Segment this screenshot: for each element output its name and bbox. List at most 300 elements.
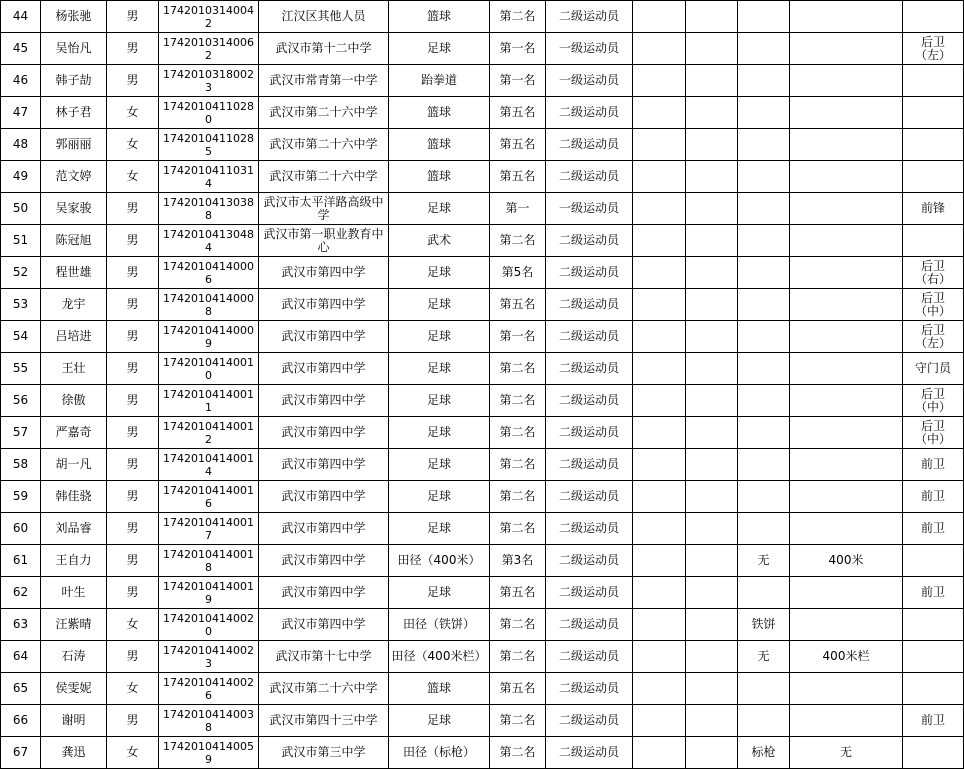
position-note-cell: 后卫 （右）	[903, 257, 964, 289]
blank-col-a-cell	[633, 97, 686, 129]
event-detail-a-cell	[738, 353, 790, 385]
table-row	[1, 129, 964, 161]
row-number-cell: 67	[1, 737, 41, 769]
placement-cell: 第二名	[490, 481, 546, 513]
row-number-cell: 64	[1, 641, 41, 673]
gender-cell: 男	[107, 449, 159, 481]
school-cell: 武汉市第四中学	[259, 545, 389, 577]
table-row	[1, 673, 964, 705]
athlete-grade-cell: 二级运动员	[546, 353, 633, 385]
event-detail-a-cell	[738, 577, 790, 609]
row-number-cell: 62	[1, 577, 41, 609]
position-note-cell: 前卫	[903, 449, 964, 481]
event-detail-a-cell	[738, 1, 790, 33]
event-detail-a-cell	[738, 161, 790, 193]
placement-cell: 第五名	[490, 289, 546, 321]
event-detail-b-cell	[790, 97, 903, 129]
table-row	[1, 1, 964, 33]
event-detail-b-cell	[790, 609, 903, 641]
athlete-grade-cell: 二级运动员	[546, 161, 633, 193]
exam-id-cell: 17420104110280	[159, 97, 259, 129]
gender-cell: 男	[107, 577, 159, 609]
event-detail-a-cell	[738, 321, 790, 353]
sport-event-cell: 篮球	[389, 97, 490, 129]
athlete-grade-cell: 二级运动员	[546, 545, 633, 577]
event-detail-a-cell: 铁饼	[738, 609, 790, 641]
blank-col-a-cell	[633, 609, 686, 641]
sport-event-cell: 田径（标枪）	[389, 737, 490, 769]
event-detail-a-cell	[738, 97, 790, 129]
athlete-name-cell: 林子君	[41, 97, 107, 129]
athlete-name-cell: 陈冠旭	[41, 225, 107, 257]
blank-col-a-cell	[633, 161, 686, 193]
exam-id-cell: 17420104140019	[159, 577, 259, 609]
row-number-cell: 58	[1, 449, 41, 481]
athlete-grade-cell: 二级运动员	[546, 673, 633, 705]
position-note-cell	[903, 737, 964, 769]
gender-cell: 男	[107, 33, 159, 65]
school-cell: 武汉市太平洋路高级中学	[259, 193, 389, 225]
gender-cell: 男	[107, 1, 159, 33]
event-detail-b-cell	[790, 321, 903, 353]
blank-col-a-cell	[633, 673, 686, 705]
athlete-grade-cell: 二级运动员	[546, 289, 633, 321]
blank-col-b-cell	[686, 737, 738, 769]
roster-body	[1, 1, 964, 769]
table-row	[1, 449, 964, 481]
table-row	[1, 161, 964, 193]
athlete-name-cell: 龙宇	[41, 289, 107, 321]
event-detail-b-cell	[790, 257, 903, 289]
row-number-cell: 55	[1, 353, 41, 385]
event-detail-b-cell	[790, 481, 903, 513]
event-detail-b-cell	[790, 161, 903, 193]
athlete-name-cell: 徐傲	[41, 385, 107, 417]
athlete-grade-cell: 二级运动员	[546, 449, 633, 481]
sport-event-cell: 武术	[389, 225, 490, 257]
event-detail-b-cell	[790, 705, 903, 737]
position-note-cell: 前卫	[903, 513, 964, 545]
blank-col-b-cell	[686, 161, 738, 193]
placement-cell: 第二名	[490, 641, 546, 673]
school-cell: 武汉市第四中学	[259, 321, 389, 353]
blank-col-a-cell	[633, 705, 686, 737]
exam-id-cell: 17420104140008	[159, 289, 259, 321]
position-note-cell	[903, 161, 964, 193]
event-detail-a-cell	[738, 129, 790, 161]
position-note-cell	[903, 97, 964, 129]
gender-cell: 男	[107, 545, 159, 577]
blank-col-b-cell	[686, 449, 738, 481]
table-row	[1, 577, 964, 609]
row-number-cell: 47	[1, 97, 41, 129]
sport-event-cell: 足球	[389, 705, 490, 737]
exam-id-cell: 17420104140010	[159, 353, 259, 385]
school-cell: 武汉市第二十六中学	[259, 673, 389, 705]
athlete-grade-cell: 二级运动员	[546, 225, 633, 257]
sport-event-cell: 足球	[389, 321, 490, 353]
placement-cell: 第3名	[490, 545, 546, 577]
event-detail-a-cell	[738, 289, 790, 321]
exam-id-cell: 17420104140011	[159, 385, 259, 417]
row-number-cell: 54	[1, 321, 41, 353]
athlete-name-cell: 杨张驰	[41, 1, 107, 33]
blank-col-b-cell	[686, 1, 738, 33]
gender-cell: 女	[107, 609, 159, 641]
event-detail-b-cell: 400米栏	[790, 641, 903, 673]
row-number-cell: 59	[1, 481, 41, 513]
athlete-name-cell: 刘品睿	[41, 513, 107, 545]
athlete-grade-cell: 一级运动员	[546, 65, 633, 97]
row-number-cell: 49	[1, 161, 41, 193]
event-detail-a-cell	[738, 705, 790, 737]
blank-col-a-cell	[633, 481, 686, 513]
blank-col-a-cell	[633, 225, 686, 257]
placement-cell: 第二名	[490, 353, 546, 385]
athlete-grade-cell: 二级运动员	[546, 417, 633, 449]
exam-id-cell: 17420104140006	[159, 257, 259, 289]
position-note-cell: 前卫	[903, 705, 964, 737]
sport-event-cell: 足球	[389, 289, 490, 321]
table-row	[1, 353, 964, 385]
sport-event-cell: 篮球	[389, 673, 490, 705]
table-row	[1, 257, 964, 289]
placement-cell: 第二名	[490, 385, 546, 417]
position-note-cell	[903, 225, 964, 257]
sport-event-cell: 田径（400米栏）	[389, 641, 490, 673]
placement-cell: 第一	[490, 193, 546, 225]
placement-cell: 第五名	[490, 161, 546, 193]
exam-id-cell: 17420104140014	[159, 449, 259, 481]
gender-cell: 男	[107, 257, 159, 289]
athlete-name-cell: 吕培进	[41, 321, 107, 353]
school-cell: 武汉市第四中学	[259, 289, 389, 321]
row-number-cell: 53	[1, 289, 41, 321]
position-note-cell	[903, 609, 964, 641]
exam-id-cell: 17420104110285	[159, 129, 259, 161]
athlete-grade-cell: 二级运动员	[546, 705, 633, 737]
gender-cell: 男	[107, 353, 159, 385]
placement-cell: 第二名	[490, 705, 546, 737]
blank-col-b-cell	[686, 417, 738, 449]
blank-col-b-cell	[686, 321, 738, 353]
school-cell: 江汉区其他人员	[259, 1, 389, 33]
position-note-cell: 后卫 （左）	[903, 321, 964, 353]
sport-event-cell: 篮球	[389, 161, 490, 193]
blank-col-b-cell	[686, 481, 738, 513]
table-row	[1, 289, 964, 321]
row-number-cell: 61	[1, 545, 41, 577]
table-row	[1, 513, 964, 545]
gender-cell: 男	[107, 705, 159, 737]
school-cell: 武汉市第二十六中学	[259, 161, 389, 193]
exam-id-cell: 17420104140038	[159, 705, 259, 737]
exam-id-cell: 17420104140017	[159, 513, 259, 545]
sport-event-cell: 足球	[389, 417, 490, 449]
blank-col-b-cell	[686, 353, 738, 385]
event-detail-b-cell	[790, 577, 903, 609]
exam-id-cell: 17420104140018	[159, 545, 259, 577]
school-cell: 武汉市第四中学	[259, 417, 389, 449]
athlete-name-cell: 谢明	[41, 705, 107, 737]
blank-col-b-cell	[686, 289, 738, 321]
athlete-grade-cell: 二级运动员	[546, 641, 633, 673]
blank-col-b-cell	[686, 257, 738, 289]
sport-event-cell: 足球	[389, 33, 490, 65]
exam-id-cell: 17420104140009	[159, 321, 259, 353]
event-detail-a-cell: 标枪	[738, 737, 790, 769]
gender-cell: 男	[107, 225, 159, 257]
table-row	[1, 321, 964, 353]
event-detail-a-cell	[738, 385, 790, 417]
position-note-cell: 后卫 （中）	[903, 385, 964, 417]
athlete-grade-cell: 二级运动员	[546, 737, 633, 769]
sport-event-cell: 足球	[389, 577, 490, 609]
athlete-grade-cell: 二级运动员	[546, 481, 633, 513]
athlete-grade-cell: 二级运动员	[546, 321, 633, 353]
table-row	[1, 737, 964, 769]
position-note-cell	[903, 1, 964, 33]
row-number-cell: 44	[1, 1, 41, 33]
exam-id-cell: 17420104140059	[159, 737, 259, 769]
placement-cell: 第5名	[490, 257, 546, 289]
blank-col-a-cell	[633, 65, 686, 97]
gender-cell: 男	[107, 481, 159, 513]
athlete-name-cell: 韩子劼	[41, 65, 107, 97]
athlete-name-cell: 吴怡凡	[41, 33, 107, 65]
athlete-name-cell: 胡一凡	[41, 449, 107, 481]
blank-col-a-cell	[633, 417, 686, 449]
table-row	[1, 65, 964, 97]
event-detail-b-cell	[790, 385, 903, 417]
placement-cell: 第五名	[490, 97, 546, 129]
athlete-name-cell: 严嘉奇	[41, 417, 107, 449]
athlete-grade-cell: 一级运动员	[546, 33, 633, 65]
school-cell: 武汉市第十七中学	[259, 641, 389, 673]
row-number-cell: 60	[1, 513, 41, 545]
school-cell: 武汉市第二十六中学	[259, 129, 389, 161]
table-row	[1, 385, 964, 417]
placement-cell: 第二名	[490, 609, 546, 641]
school-cell: 武汉市第四中学	[259, 609, 389, 641]
table-row	[1, 641, 964, 673]
event-detail-a-cell	[738, 481, 790, 513]
blank-col-b-cell	[686, 705, 738, 737]
gender-cell: 男	[107, 321, 159, 353]
row-number-cell: 63	[1, 609, 41, 641]
placement-cell: 第二名	[490, 449, 546, 481]
athlete-grade-cell: 二级运动员	[546, 129, 633, 161]
school-cell: 武汉市第四中学	[259, 353, 389, 385]
blank-col-a-cell	[633, 129, 686, 161]
blank-col-a-cell	[633, 737, 686, 769]
blank-col-a-cell	[633, 33, 686, 65]
blank-col-b-cell	[686, 513, 738, 545]
gender-cell: 男	[107, 65, 159, 97]
athlete-grade-cell: 一级运动员	[546, 193, 633, 225]
event-detail-b-cell	[790, 129, 903, 161]
sport-event-cell: 足球	[389, 449, 490, 481]
position-note-cell: 前卫	[903, 577, 964, 609]
exam-id-cell: 17420104140016	[159, 481, 259, 513]
gender-cell: 男	[107, 385, 159, 417]
athlete-name-cell: 范文婷	[41, 161, 107, 193]
gender-cell: 男	[107, 641, 159, 673]
event-detail-a-cell	[738, 33, 790, 65]
sport-event-cell: 足球	[389, 353, 490, 385]
exam-id-cell: 17420104140012	[159, 417, 259, 449]
position-note-cell: 后卫 （中）	[903, 289, 964, 321]
event-detail-b-cell	[790, 193, 903, 225]
athlete-name-cell: 龚迅	[41, 737, 107, 769]
gender-cell: 女	[107, 97, 159, 129]
position-note-cell	[903, 641, 964, 673]
school-cell: 武汉市第三中学	[259, 737, 389, 769]
event-detail-b-cell	[790, 353, 903, 385]
table-row	[1, 33, 964, 65]
school-cell: 武汉市第四中学	[259, 385, 389, 417]
exam-id-cell: 17420103140062	[159, 33, 259, 65]
athlete-name-cell: 汪紫晴	[41, 609, 107, 641]
exam-id-cell: 17420104140023	[159, 641, 259, 673]
position-note-cell: 守门员	[903, 353, 964, 385]
blank-col-a-cell	[633, 385, 686, 417]
placement-cell: 第二名	[490, 737, 546, 769]
blank-col-b-cell	[686, 65, 738, 97]
sport-event-cell: 足球	[389, 481, 490, 513]
athlete-grade-cell: 二级运动员	[546, 97, 633, 129]
gender-cell: 女	[107, 737, 159, 769]
table-row	[1, 481, 964, 513]
row-number-cell: 65	[1, 673, 41, 705]
exam-id-cell: 17420103140042	[159, 1, 259, 33]
event-detail-a-cell	[738, 417, 790, 449]
exam-id-cell: 17420104130388	[159, 193, 259, 225]
row-number-cell: 56	[1, 385, 41, 417]
blank-col-a-cell	[633, 641, 686, 673]
position-note-cell: 前卫	[903, 481, 964, 513]
exam-id-cell: 17420103180023	[159, 65, 259, 97]
blank-col-b-cell	[686, 193, 738, 225]
row-number-cell: 51	[1, 225, 41, 257]
school-cell: 武汉市第二十六中学	[259, 97, 389, 129]
table-row	[1, 609, 964, 641]
event-detail-b-cell	[790, 289, 903, 321]
athlete-name-cell: 王自力	[41, 545, 107, 577]
event-detail-a-cell: 无	[738, 641, 790, 673]
athlete-name-cell: 郭丽丽	[41, 129, 107, 161]
blank-col-a-cell	[633, 1, 686, 33]
athlete-grade-cell: 二级运动员	[546, 513, 633, 545]
blank-col-b-cell	[686, 641, 738, 673]
blank-col-a-cell	[633, 289, 686, 321]
sport-event-cell: 篮球	[389, 1, 490, 33]
school-cell: 武汉市第四中学	[259, 449, 389, 481]
placement-cell: 第二名	[490, 513, 546, 545]
placement-cell: 第五名	[490, 577, 546, 609]
athlete-grade-cell: 二级运动员	[546, 385, 633, 417]
blank-col-b-cell	[686, 33, 738, 65]
school-cell: 武汉市第一职业教育中心	[259, 225, 389, 257]
row-number-cell: 52	[1, 257, 41, 289]
sport-event-cell: 足球	[389, 193, 490, 225]
event-detail-b-cell	[790, 1, 903, 33]
athlete-name-cell: 叶生	[41, 577, 107, 609]
sport-event-cell: 足球	[389, 385, 490, 417]
athlete-name-cell: 吴家骏	[41, 193, 107, 225]
blank-col-a-cell	[633, 353, 686, 385]
athlete-grade-cell: 二级运动员	[546, 257, 633, 289]
exam-id-cell: 17420104130484	[159, 225, 259, 257]
row-number-cell: 46	[1, 65, 41, 97]
gender-cell: 女	[107, 161, 159, 193]
school-cell: 武汉市第四十三中学	[259, 705, 389, 737]
school-cell: 武汉市常青第一中学	[259, 65, 389, 97]
event-detail-b-cell	[790, 33, 903, 65]
placement-cell: 第五名	[490, 129, 546, 161]
gender-cell: 女	[107, 129, 159, 161]
blank-col-a-cell	[633, 193, 686, 225]
row-number-cell: 66	[1, 705, 41, 737]
table-row	[1, 97, 964, 129]
placement-cell: 第一名	[490, 33, 546, 65]
table-row	[1, 417, 964, 449]
row-number-cell: 50	[1, 193, 41, 225]
blank-col-a-cell	[633, 321, 686, 353]
event-detail-a-cell	[738, 513, 790, 545]
athlete-name-cell: 韩佳骁	[41, 481, 107, 513]
table-row	[1, 225, 964, 257]
placement-cell: 第五名	[490, 673, 546, 705]
sport-event-cell: 田径（400米）	[389, 545, 490, 577]
sport-event-cell: 足球	[389, 513, 490, 545]
blank-col-a-cell	[633, 449, 686, 481]
sport-event-cell: 跆拳道	[389, 65, 490, 97]
sport-event-cell: 田径（铁饼）	[389, 609, 490, 641]
row-number-cell: 57	[1, 417, 41, 449]
athlete-grade-cell: 二级运动员	[546, 609, 633, 641]
table-row	[1, 545, 964, 577]
placement-cell: 第一名	[490, 321, 546, 353]
exam-id-cell: 17420104110314	[159, 161, 259, 193]
position-note-cell	[903, 129, 964, 161]
position-note-cell	[903, 545, 964, 577]
event-detail-a-cell	[738, 65, 790, 97]
school-cell: 武汉市第四中学	[259, 257, 389, 289]
event-detail-b-cell	[790, 673, 903, 705]
athlete-grade-cell: 二级运动员	[546, 577, 633, 609]
event-detail-a-cell	[738, 193, 790, 225]
exam-id-cell: 17420104140026	[159, 673, 259, 705]
exam-id-cell: 17420104140020	[159, 609, 259, 641]
row-number-cell: 48	[1, 129, 41, 161]
blank-col-b-cell	[686, 385, 738, 417]
blank-col-a-cell	[633, 577, 686, 609]
athlete-name-cell: 王壮	[41, 353, 107, 385]
blank-col-b-cell	[686, 609, 738, 641]
school-cell: 武汉市第十二中学	[259, 33, 389, 65]
event-detail-a-cell	[738, 449, 790, 481]
school-cell: 武汉市第四中学	[259, 513, 389, 545]
sport-event-cell: 足球	[389, 257, 490, 289]
placement-cell: 第二名	[490, 1, 546, 33]
gender-cell: 男	[107, 193, 159, 225]
row-number-cell: 45	[1, 33, 41, 65]
blank-col-a-cell	[633, 545, 686, 577]
event-detail-b-cell: 无	[790, 737, 903, 769]
gender-cell: 女	[107, 673, 159, 705]
school-cell: 武汉市第四中学	[259, 481, 389, 513]
